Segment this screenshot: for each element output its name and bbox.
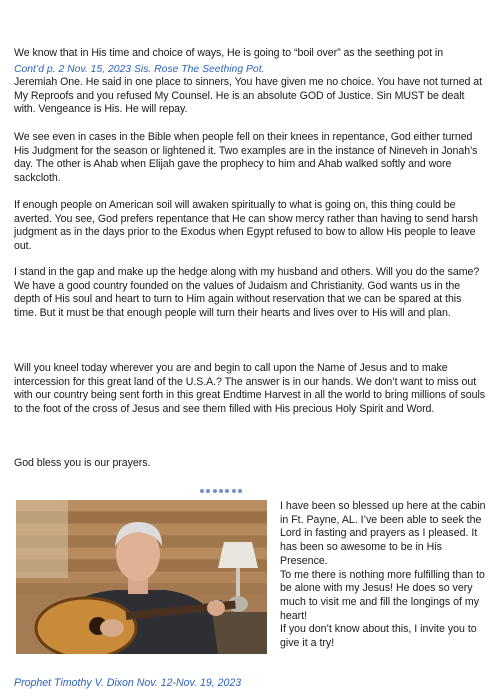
paragraph-2: We see even in cases in the Bible when people fell on their knees in repentance, God either turned His Judgment for the season or lightened it. Two examples are in the instance of Nineveh in Jonah’s day. The other is Ahab when Elijah gave the prophecy to him and Ahab walked softly and wore sackcloth. xyxy=(14,131,478,184)
paragraph-6: God bless you is our prayers. xyxy=(14,457,151,469)
paragraph-5: Will you kneel today wherever you are and begin to call upon the Name of Jesus and to make intercession for this great land of the U.S.A.? The answer is in our hands. We don’t want to miss out with our country being sent forth in this great Endtime Harvest in all the world to bring millions of souls to the foot of the cross of Jesus and see them filled with His precious Holy Spirit and Word. xyxy=(14,362,486,415)
separator-dot xyxy=(206,489,210,493)
side-note-paragraph-2: To me there is nothing more fulfilling than to be alone with my Jesus! He does so very much to visit me and fill the longings of my heart! xyxy=(280,568,485,622)
separator-dot xyxy=(200,489,204,493)
separator-dot xyxy=(213,489,217,493)
separator-dot xyxy=(225,489,229,493)
side-note-paragraph-1: I have been so blessed up here at the cabin in Ft. Payne, AL. I’ve been able to seek the Lord in fasting and prayers as I pleased. It has been so awesome to be in His Presence. xyxy=(280,500,486,567)
paragraph-1: Jeremiah One. He said in one place to sinners, You have given me no choice. You have not turned at My Reproofs and you refused My Counsel. He is an absolute GOD of Justice. Sin MUST be dealt with. Vengeance is His. He will repay. xyxy=(14,76,483,116)
section-separator xyxy=(200,488,242,494)
side-note-paragraph-3: If you don’t know about this, I invite you to give it a try! xyxy=(280,623,477,650)
separator-dot xyxy=(219,489,223,493)
continued-note: Cont’d p. 2 Nov. 15, 2023 Sis. Rose The Seething Pot. xyxy=(14,64,265,75)
separator-dot xyxy=(232,489,236,493)
photo-man-with-guitar xyxy=(16,500,267,654)
side-note xyxy=(280,500,490,651)
paragraph-3: If enough people on American soil will awaken spiritually to what is going on, this thing could be averted. You see, God prefers repentance that He can show mercy rather than having to send harsh judgment as in the days prior to the Exodus when Egypt refused to bow to allow His people to leave out. xyxy=(14,199,478,252)
photo-caption: Prophet Timothy V. Dixon Nov. 12-Nov. 19, 2023 xyxy=(14,677,242,689)
paragraph-4: I stand in the gap and make up the hedge along with my husband and others. Will you do the same? We have a good country founded on the values of Judaism and Christianity. God wants us in the depth of His soul and heart to turn to Him again without reservation that we can be spared at this time. But it must be that enough people will turn their hearts and lives over to His will and plan. xyxy=(14,266,480,319)
separator-dot xyxy=(238,489,242,493)
paragraph-1-first-line: We know that in His time and choice of ways, He is going to “boil over” as the seething pot in xyxy=(14,47,444,59)
